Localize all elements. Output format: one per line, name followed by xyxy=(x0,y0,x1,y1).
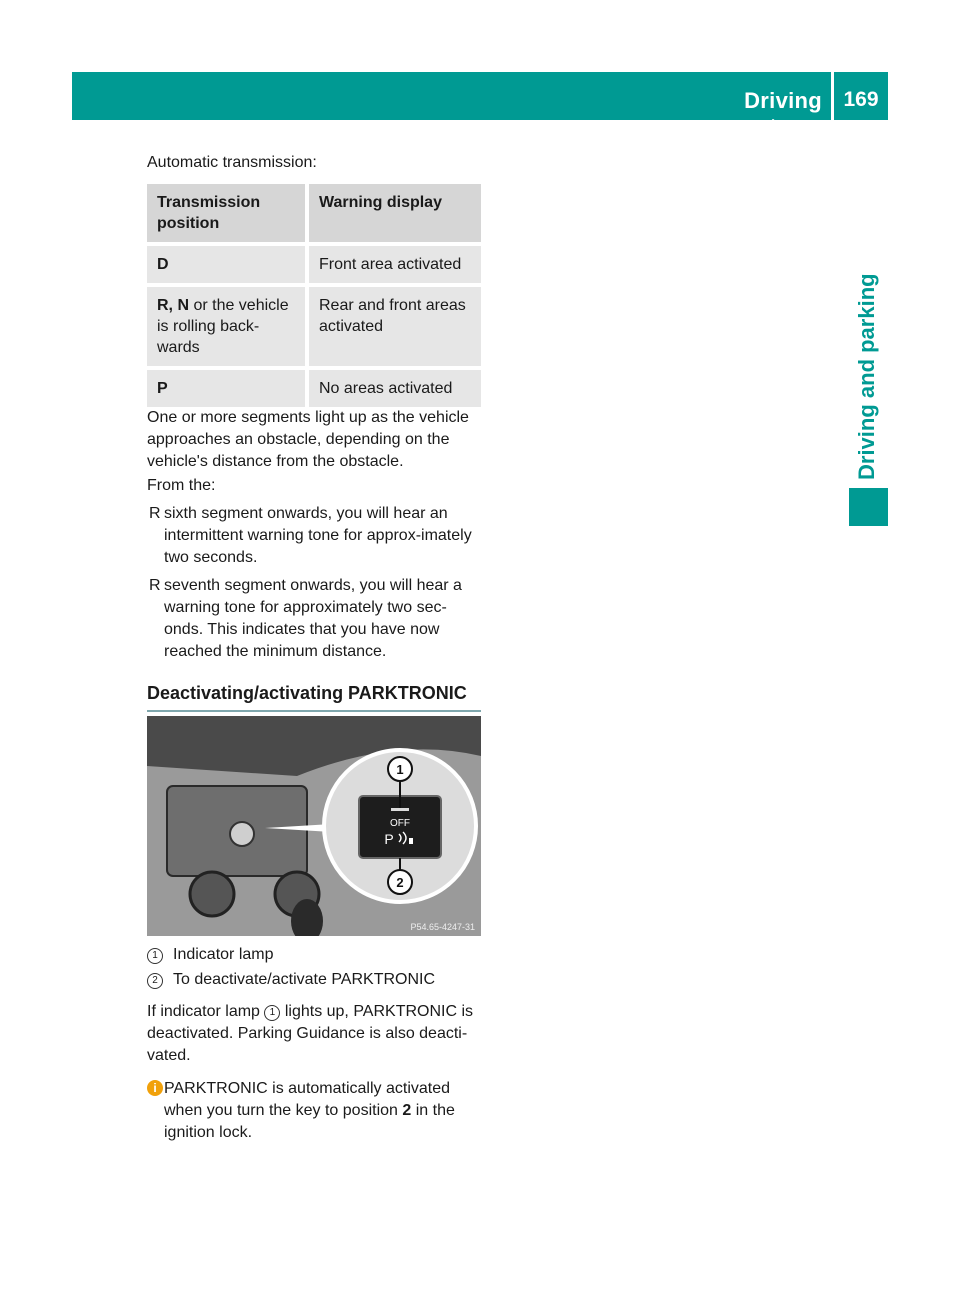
section-title: Driving systems xyxy=(731,88,822,139)
info-icon: i xyxy=(147,1080,163,1096)
list-item-text: seventh segment onwards, you will hear a warning tone for approximately two sec-onds. This indicates that you have now reached the minimum distance. xyxy=(164,577,462,660)
table-cell-position xyxy=(147,244,307,285)
table-row xyxy=(147,368,481,409)
section-heading: Deactivating/activating PARKTRONIC xyxy=(147,683,481,712)
position-code: D xyxy=(157,256,169,273)
table-row xyxy=(147,244,481,285)
list-item xyxy=(147,503,481,569)
from-the-paragraph: From the: xyxy=(147,477,216,494)
side-tab-block xyxy=(849,488,888,526)
button-p-label: P xyxy=(384,831,394,847)
legend-text: To deactivate/activate PARKTRONIC xyxy=(173,971,436,988)
table-cell-display: Rear and front areas activated xyxy=(307,285,481,368)
legend-item xyxy=(147,944,481,966)
intro-text: Automatic transmission: xyxy=(147,154,317,171)
info-text-part: in the ignition lock. xyxy=(164,1102,455,1141)
table-row xyxy=(147,285,481,368)
page-number: 169 xyxy=(843,88,879,111)
info-text-part: PARKTRONIC is automatically activated when you turn the key to position xyxy=(164,1080,451,1119)
parktronic-figure xyxy=(147,716,481,936)
list-item-text: sixth segment onwards, you will hear an intermittent warning tone for approx-imately two seconds. xyxy=(164,505,472,566)
table-header-cell: Warning display xyxy=(307,184,481,244)
table-cell-position xyxy=(147,285,307,368)
position-code: P xyxy=(157,380,168,397)
table-cell-display: Front area activated xyxy=(307,244,481,285)
key-position: 2 xyxy=(402,1102,412,1119)
position-text: or the vehicle is rolling back-wards xyxy=(157,297,289,356)
bullet-icon: R xyxy=(149,505,161,522)
table-cell-display: No areas activated xyxy=(307,368,481,409)
info-note xyxy=(147,1078,481,1144)
para-text: If indicator lamp xyxy=(147,1003,265,1020)
legend-number: 1 xyxy=(147,948,163,964)
side-tab-label: Driving and parking xyxy=(854,273,879,480)
inline-callout-1: 1 xyxy=(264,1005,280,1021)
transmission-table xyxy=(147,184,481,411)
legend-item xyxy=(147,969,481,991)
callout-2-label: 2 xyxy=(396,875,404,890)
table-header-cell: Transmission position xyxy=(147,184,307,244)
callout-1-label: 1 xyxy=(396,762,404,777)
figure-code: P54.65-4247-31 xyxy=(410,922,475,932)
bullet-icon: R xyxy=(149,577,161,594)
bullet-list xyxy=(147,503,481,669)
table-cell-position xyxy=(147,368,307,409)
legend-text: Indicator lamp xyxy=(173,946,274,963)
segments-paragraph: One or more segments light up as the vehicle approaches an obstacle, depending on the vehicle's distance from the obstacle. xyxy=(147,409,469,470)
button-off-label: OFF xyxy=(390,818,410,829)
indicator-paragraph xyxy=(147,1001,481,1067)
table-header-row xyxy=(147,184,481,244)
info-text xyxy=(147,1078,481,1144)
header-divider xyxy=(831,72,834,120)
list-item xyxy=(147,575,481,663)
para-text: lights up, PARKTRONIC is deactivated. Parking Guidance is also deacti-vated. xyxy=(147,1003,474,1064)
dashboard-illustration xyxy=(147,716,481,936)
legend-number: 2 xyxy=(147,973,163,989)
position-code: R, N xyxy=(157,297,189,314)
